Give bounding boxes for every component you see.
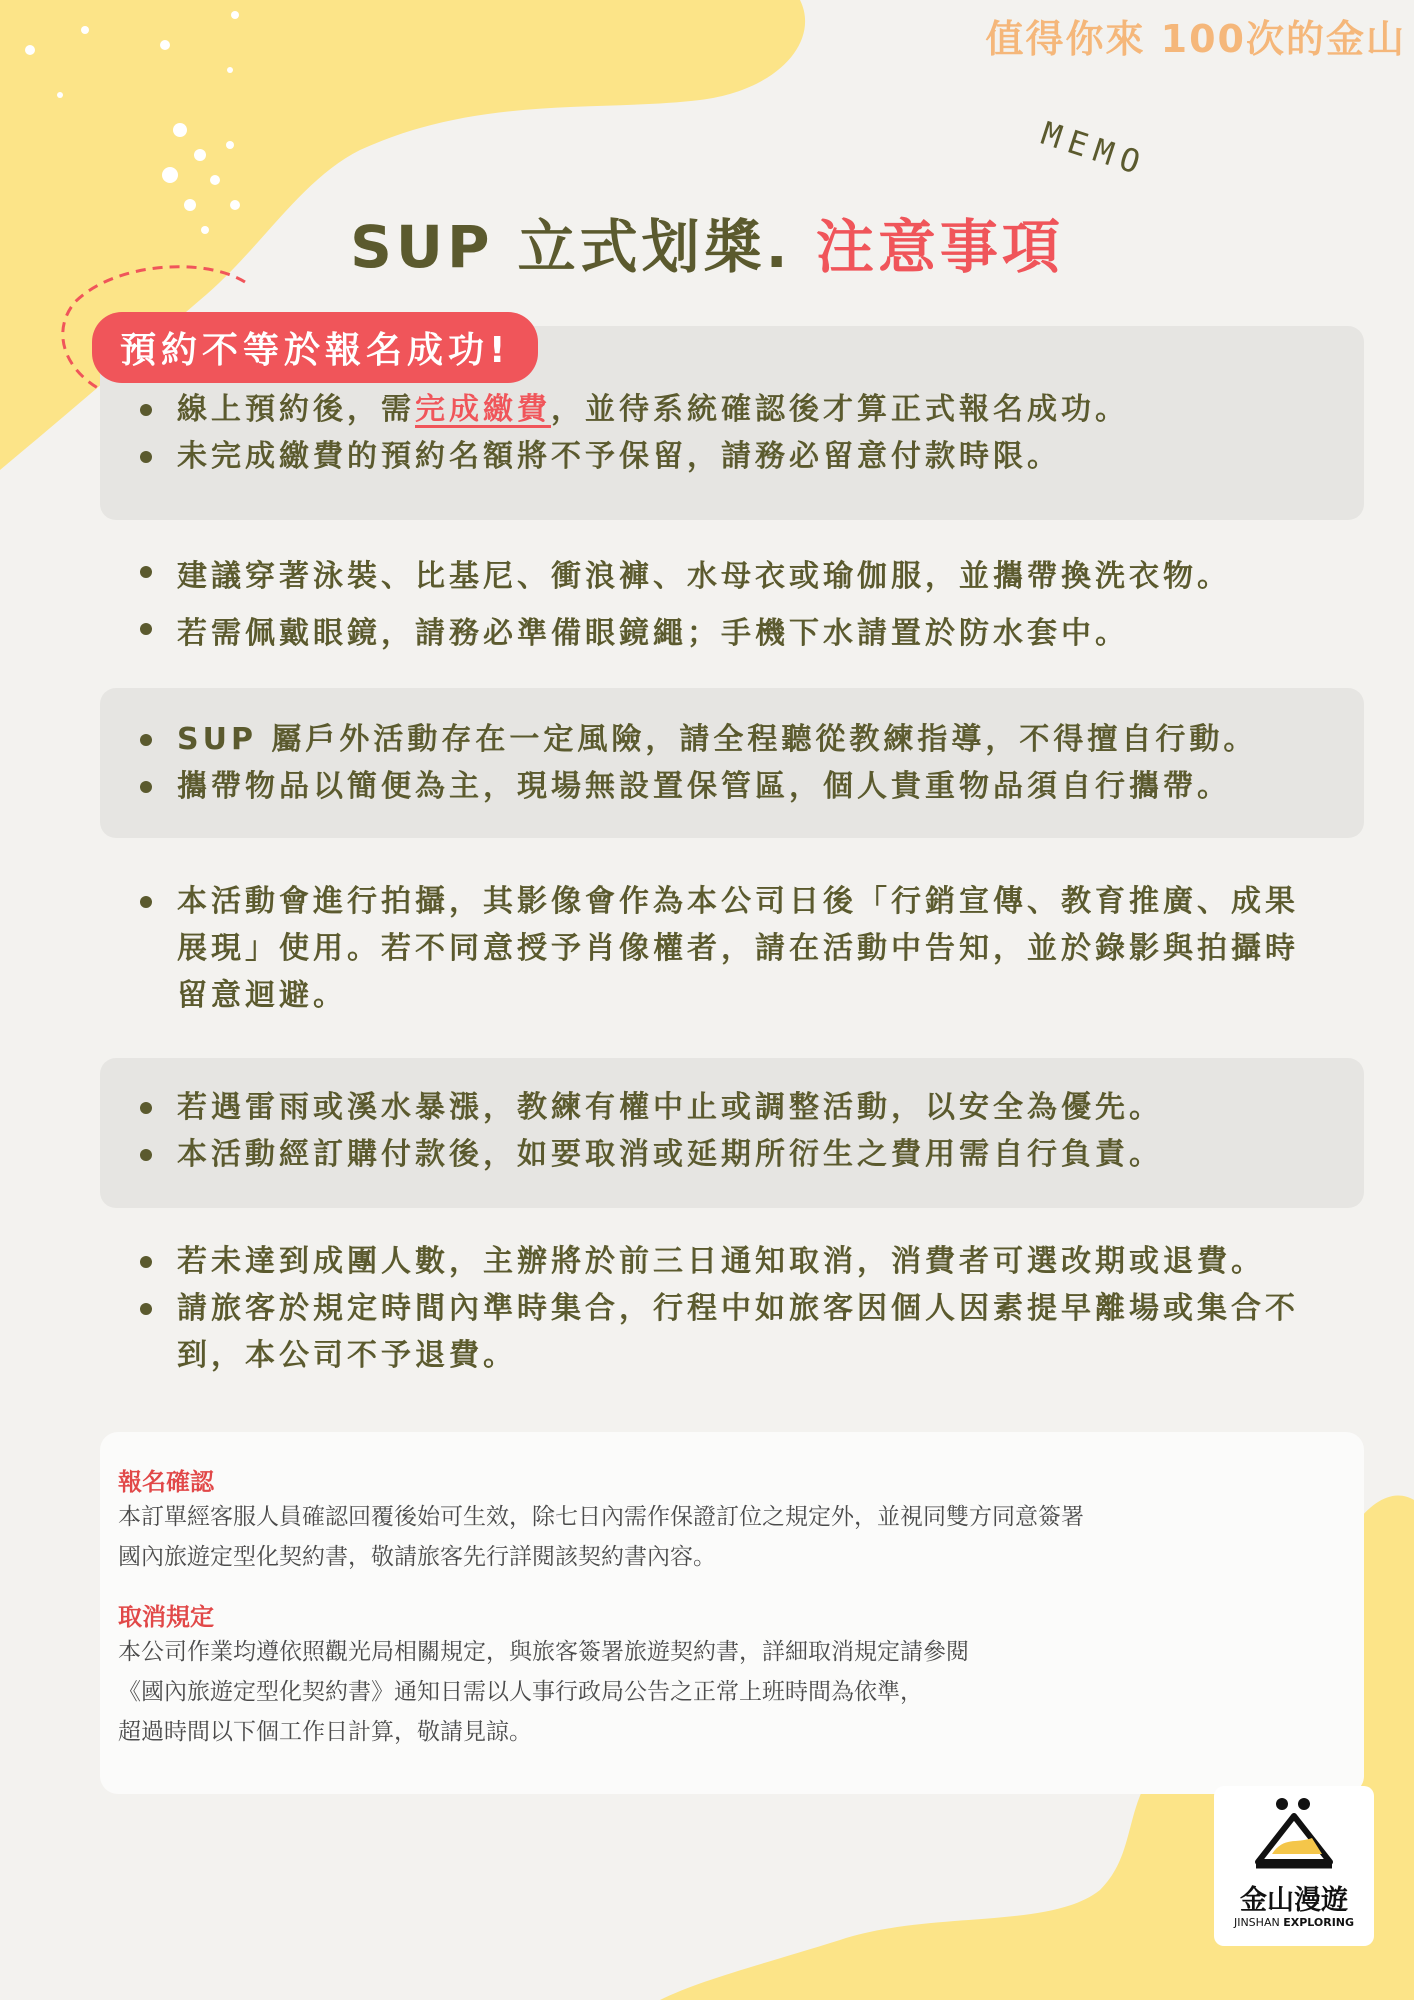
list-item: 本活動經訂購付款後，如要取消或延期所衍生之費用需自行負責。 [177, 1131, 1364, 1178]
logo-sub-prefix: JINSHAN [1233, 1916, 1280, 1929]
tagline: 值得你來 100次的金山 [985, 17, 1406, 61]
section-photography [100, 878, 1364, 1028]
list-item [177, 386, 1364, 433]
list-item: 攜帶物品以簡便為主，現場無設置保管區，個人貴重物品須自行攜帶。 [177, 763, 1364, 810]
cancellation-heading: 取消規定 [118, 1603, 214, 1631]
section-attire [100, 548, 1364, 651]
list-item: SUP 屬戶外活動存在一定風險，請全程聽從教練指導，不得擅自行動。 [177, 716, 1364, 763]
list-item: 未完成繳費的預約名額將不予保留，請務必留意付款時限。 [177, 433, 1364, 480]
highlight-complete-payment: 完成繳費 [415, 392, 551, 427]
mountain-people-icon [1252, 1794, 1336, 1874]
logo-name: 金山漫遊 [1240, 1885, 1348, 1916]
text-before: 線上預約後，需 [177, 392, 415, 427]
policy-info-box [100, 1432, 1364, 1794]
list-item: 本活動會進行拍攝，其影像會作為本公司日後「行銷宣傳、教育推廣、成果展現」使用。若不同意授予肖像權者，請在活動中告知，並於錄影與拍攝時留意迴避。 [177, 878, 1317, 1019]
list-item: 若遇雷雨或溪水暴漲，教練有權中止或調整活動，以安全為優先。 [177, 1084, 1364, 1131]
registration-line: 國內旅遊定型化契約書，敬請旅客先行詳閱該契約書內容。 [118, 1544, 716, 1570]
list-item: 請旅客於規定時間內準時集合，行程中如旅客因個人因素提早離場或集合不到，本公司不予退費。 [177, 1285, 1317, 1379]
title-main: SUP 立式划槳. [350, 213, 792, 281]
registration-heading: 報名確認 [118, 1468, 214, 1496]
logo-subtitle [1214, 1916, 1374, 1929]
page-title [0, 200, 1414, 284]
title-accent: 注意事項 [815, 213, 1064, 281]
brand-logo [1214, 1786, 1374, 1946]
memo-label: MEMO [1036, 114, 1153, 184]
section-weather [100, 1058, 1364, 1208]
text-after: ，並待系統確認後才算正式報名成功。 [551, 392, 1129, 427]
registration-line: 本訂單經客服人員確認回覆後始可生效，除七日內需作保證訂位之規定外，並視同雙方同意簽署 [118, 1504, 1084, 1530]
cancellation-line: 《國內旅遊定型化契約書》通知日需以人事行政局公告之正常上班時間為依準， [118, 1679, 923, 1705]
list-item: 建議穿著泳裝、比基尼、衝浪褲、水母衣或瑜伽服，並攜帶換洗衣物。 [177, 548, 1364, 605]
list-item: 若未達到成團人數，主辦將於前三日通知取消，消費者可選改期或退費。 [177, 1238, 1317, 1285]
notice-badge: 預約不等於報名成功! [92, 312, 538, 383]
section-safety [100, 688, 1364, 838]
cancellation-line: 本公司作業均遵依照觀光局相關規定，與旅客簽署旅遊契約書，詳細取消規定請參閱 [118, 1639, 969, 1665]
logo-sub-bold: EXPLORING [1283, 1916, 1355, 1929]
list-item: 若需佩戴眼鏡，請務必準備眼鏡繩；手機下水請置於防水套中。 [177, 605, 1364, 662]
cancellation-line: 超過時間以下個工作日計算，敬請見諒。 [118, 1719, 532, 1745]
section-group-size [100, 1238, 1364, 1388]
